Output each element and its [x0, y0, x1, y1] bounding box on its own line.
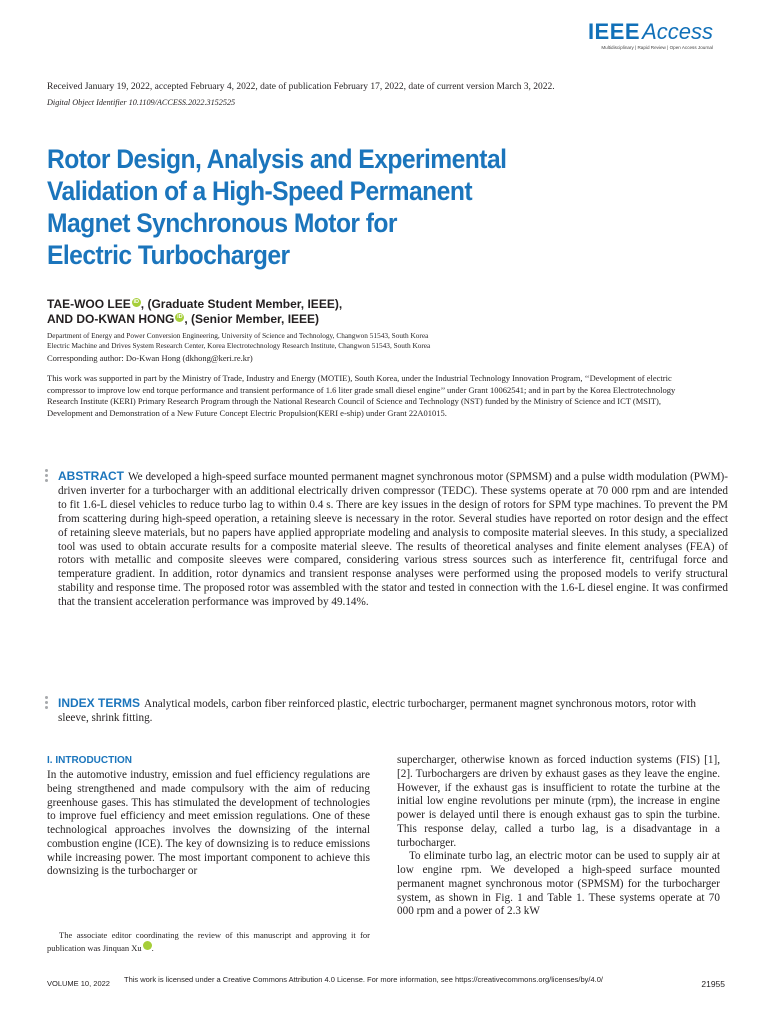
orcid-icon[interactable]: iD: [143, 941, 152, 950]
footer-page-number: 21955: [701, 979, 725, 989]
author-line-2: [47, 312, 342, 327]
left-column: [47, 754, 370, 879]
abstract-label: ABSTRACT: [58, 469, 124, 483]
ieee-access-logo: [588, 20, 713, 51]
funding-statement: This work was supported in part by the Ministry of Trade, Industry and Energy (MOTIE), South Korea, under the Industrial Technology Innovation Program, ‘‘Development of electric compressor to improve low end torque performance and transient performance of 1.6 liter grade small diesel engine’’ under Grant 10062541; and in part by the Korea Electrotechnology Research Institute (KERI) Primary Research Program through the National Research Council of Science and Technology (NST) funded by the Ministry of Science and ICT (MSIT), Development and Demonstration of a New Future Concept Electric Propulsion(KERI e-ship) under Grant 22A01015.: [47, 373, 676, 418]
right-column: [397, 754, 720, 919]
logo-tagline: Multidisciplinary | Rapid Review | Open Access Journal: [601, 45, 713, 50]
doi-line: Digital Object Identifier 10.1109/ACCESS.2022.3152525: [47, 98, 236, 107]
abstract-text: We developed a high-speed surface mounted permanent magnet synchronous motor (SPMSM) and a pulse width modulation (PWM)-driven inverter for a turbocharger with an additional electrically driven compressor (TEDC). These systems operate at 70 000 rpm and are intended to fit 1.6-L diesel vehicles to reduce turbo lag to within 0.4 s. There are key issues in the design of rotors for SPM type machines. To prevent the PM from scattering during high-speed operation, a retaining sleeve is necessary in the rotor. Several studies have reported on rotor design and the effect of retaining sleeve materials, but no papers have applied appropriate modeling and analysis to composite material sleeves. In this study, a specialized tool was used to obtain accurate results for a composite material sleeve. The results of theoretical analyses and finite element analyses (FEA) of rotors with metallic and composite sleeves were compared, considering various stress sources such as interference fit, centrifugal force and temperature gradient. In addition, rotor dynamics and transient response analyses were performed using the proposed models to verify structural stability and response time. The proposed rotor was assembled with the stator and tested in connection with the 1.6-L diesel engine. It was confirmed that the transient acceleration performance was improved by 49.14%.: [58, 471, 728, 609]
title-line: Rotor Design, Analysis and Experimental: [47, 144, 507, 174]
paper-title: [47, 143, 531, 271]
affiliation-line: Department of Energy and Power Conversion Engineering, University of Science and Technology, Changwon 51543, South Korea: [47, 331, 429, 340]
abstract: [58, 470, 728, 610]
affiliations: [47, 331, 430, 350]
index-terms-text: Analytical models, carbon fiber reinforced plastic, electric turbocharger, permanent magnet synchronous motors, rotor with sleeve, shrink fitting.: [58, 698, 697, 724]
intro-paragraph: In the automotive industry, emission and fuel efficiency regulations are being strengthened and made compulsory with the aim of reducing greenhouse gases. This has stimulated the development of technologies to improve fuel efficiency and meet emission regulations. One of these technological approaches involves the downsizing of the internal combustion engine (ICE). The key of downsizing is to reduce emissions while increasing power. The most important component to achieve this downsizing is the turbocharger or: [47, 769, 370, 878]
author-line-1: [47, 297, 342, 312]
author-membership: , (Senior Member, IEEE): [184, 312, 320, 326]
index-terms-label: INDEX TERMS: [58, 696, 141, 710]
corresponding-author: Corresponding author: Do-Kwan Hong (dkhong@keri.re.kr): [47, 353, 253, 363]
received-dates: Received January 19, 2022, accepted February 4, 2022, date of publication February 17, 2022, date of current version March 3, 2022.: [47, 82, 555, 92]
affiliation-line: Electric Machine and Drives System Research Center, Korea Electrotechnology Research Institute, Changwon 51543, South Korea: [47, 340, 431, 350]
logo-ieee-text: IEEE: [587, 19, 641, 44]
orcid-icon[interactable]: iD: [177, 314, 183, 320]
author-name: AND DO-KWAN HONG: [47, 312, 175, 326]
intro-paragraph: To eliminate turbo lag, an electric motor can be used to supply air at low engine rpm. We developed a high-speed surface mounted permanent magnet synchronous motor (SPMSM) for the turbocharger system, as shown in Fig. 1 and Table 1. These systems operate at 70 000 rpm and a power of 2.3 kW: [397, 850, 720, 918]
author-name: TAE-WOO LEE: [47, 297, 131, 311]
editor-footnote: The associate editor coordinating the review of this manuscript and approving it for publication was Jinquan Xu iD.: [47, 930, 370, 953]
author-membership: , (Graduate Student Member, IEEE),: [140, 297, 343, 311]
title-line: Magnet Synchronous Motor for: [47, 208, 397, 238]
footnote-text: The associate editor coordinating the review of this manuscript and approving it for publication was Jinquan Xu: [47, 930, 370, 953]
index-terms: [58, 697, 728, 726]
title-line: Electric Turbocharger: [47, 240, 290, 270]
title-line: Validation of a High-Speed Permanent: [47, 176, 472, 206]
section-heading-introduction: I. INTRODUCTION: [47, 755, 132, 766]
logo-access-text: Access: [642, 19, 713, 44]
footer-license[interactable]: This work is licensed under a Creative Commons Attribution 4.0 License. For more information, see https://creativecommons.org/licenses/by/4.0/: [124, 975, 603, 984]
logo-wordmark: [588, 20, 713, 44]
footer-volume: VOLUME 10, 2022: [47, 979, 110, 988]
index-terms-dots-icon: [45, 696, 51, 711]
intro-paragraph: supercharger, otherwise known as forced induction systems (FIS) [1], [2]. Turbochargers are driven by exhaust gases as they leave the engine. However, if the exhaust gas is insufficient to rotate the turbine at the initial low engine revolutions per minute (rpm), the increase in engine power is delayed until there is enough exhaust gas to spin the turbine. This response delay, called a turbo lag, is a disadvantage in a turbocharger.: [397, 754, 720, 849]
abstract-dots-icon: [45, 469, 51, 484]
orcid-icon[interactable]: iD: [133, 299, 140, 305]
author-list: [47, 297, 342, 327]
